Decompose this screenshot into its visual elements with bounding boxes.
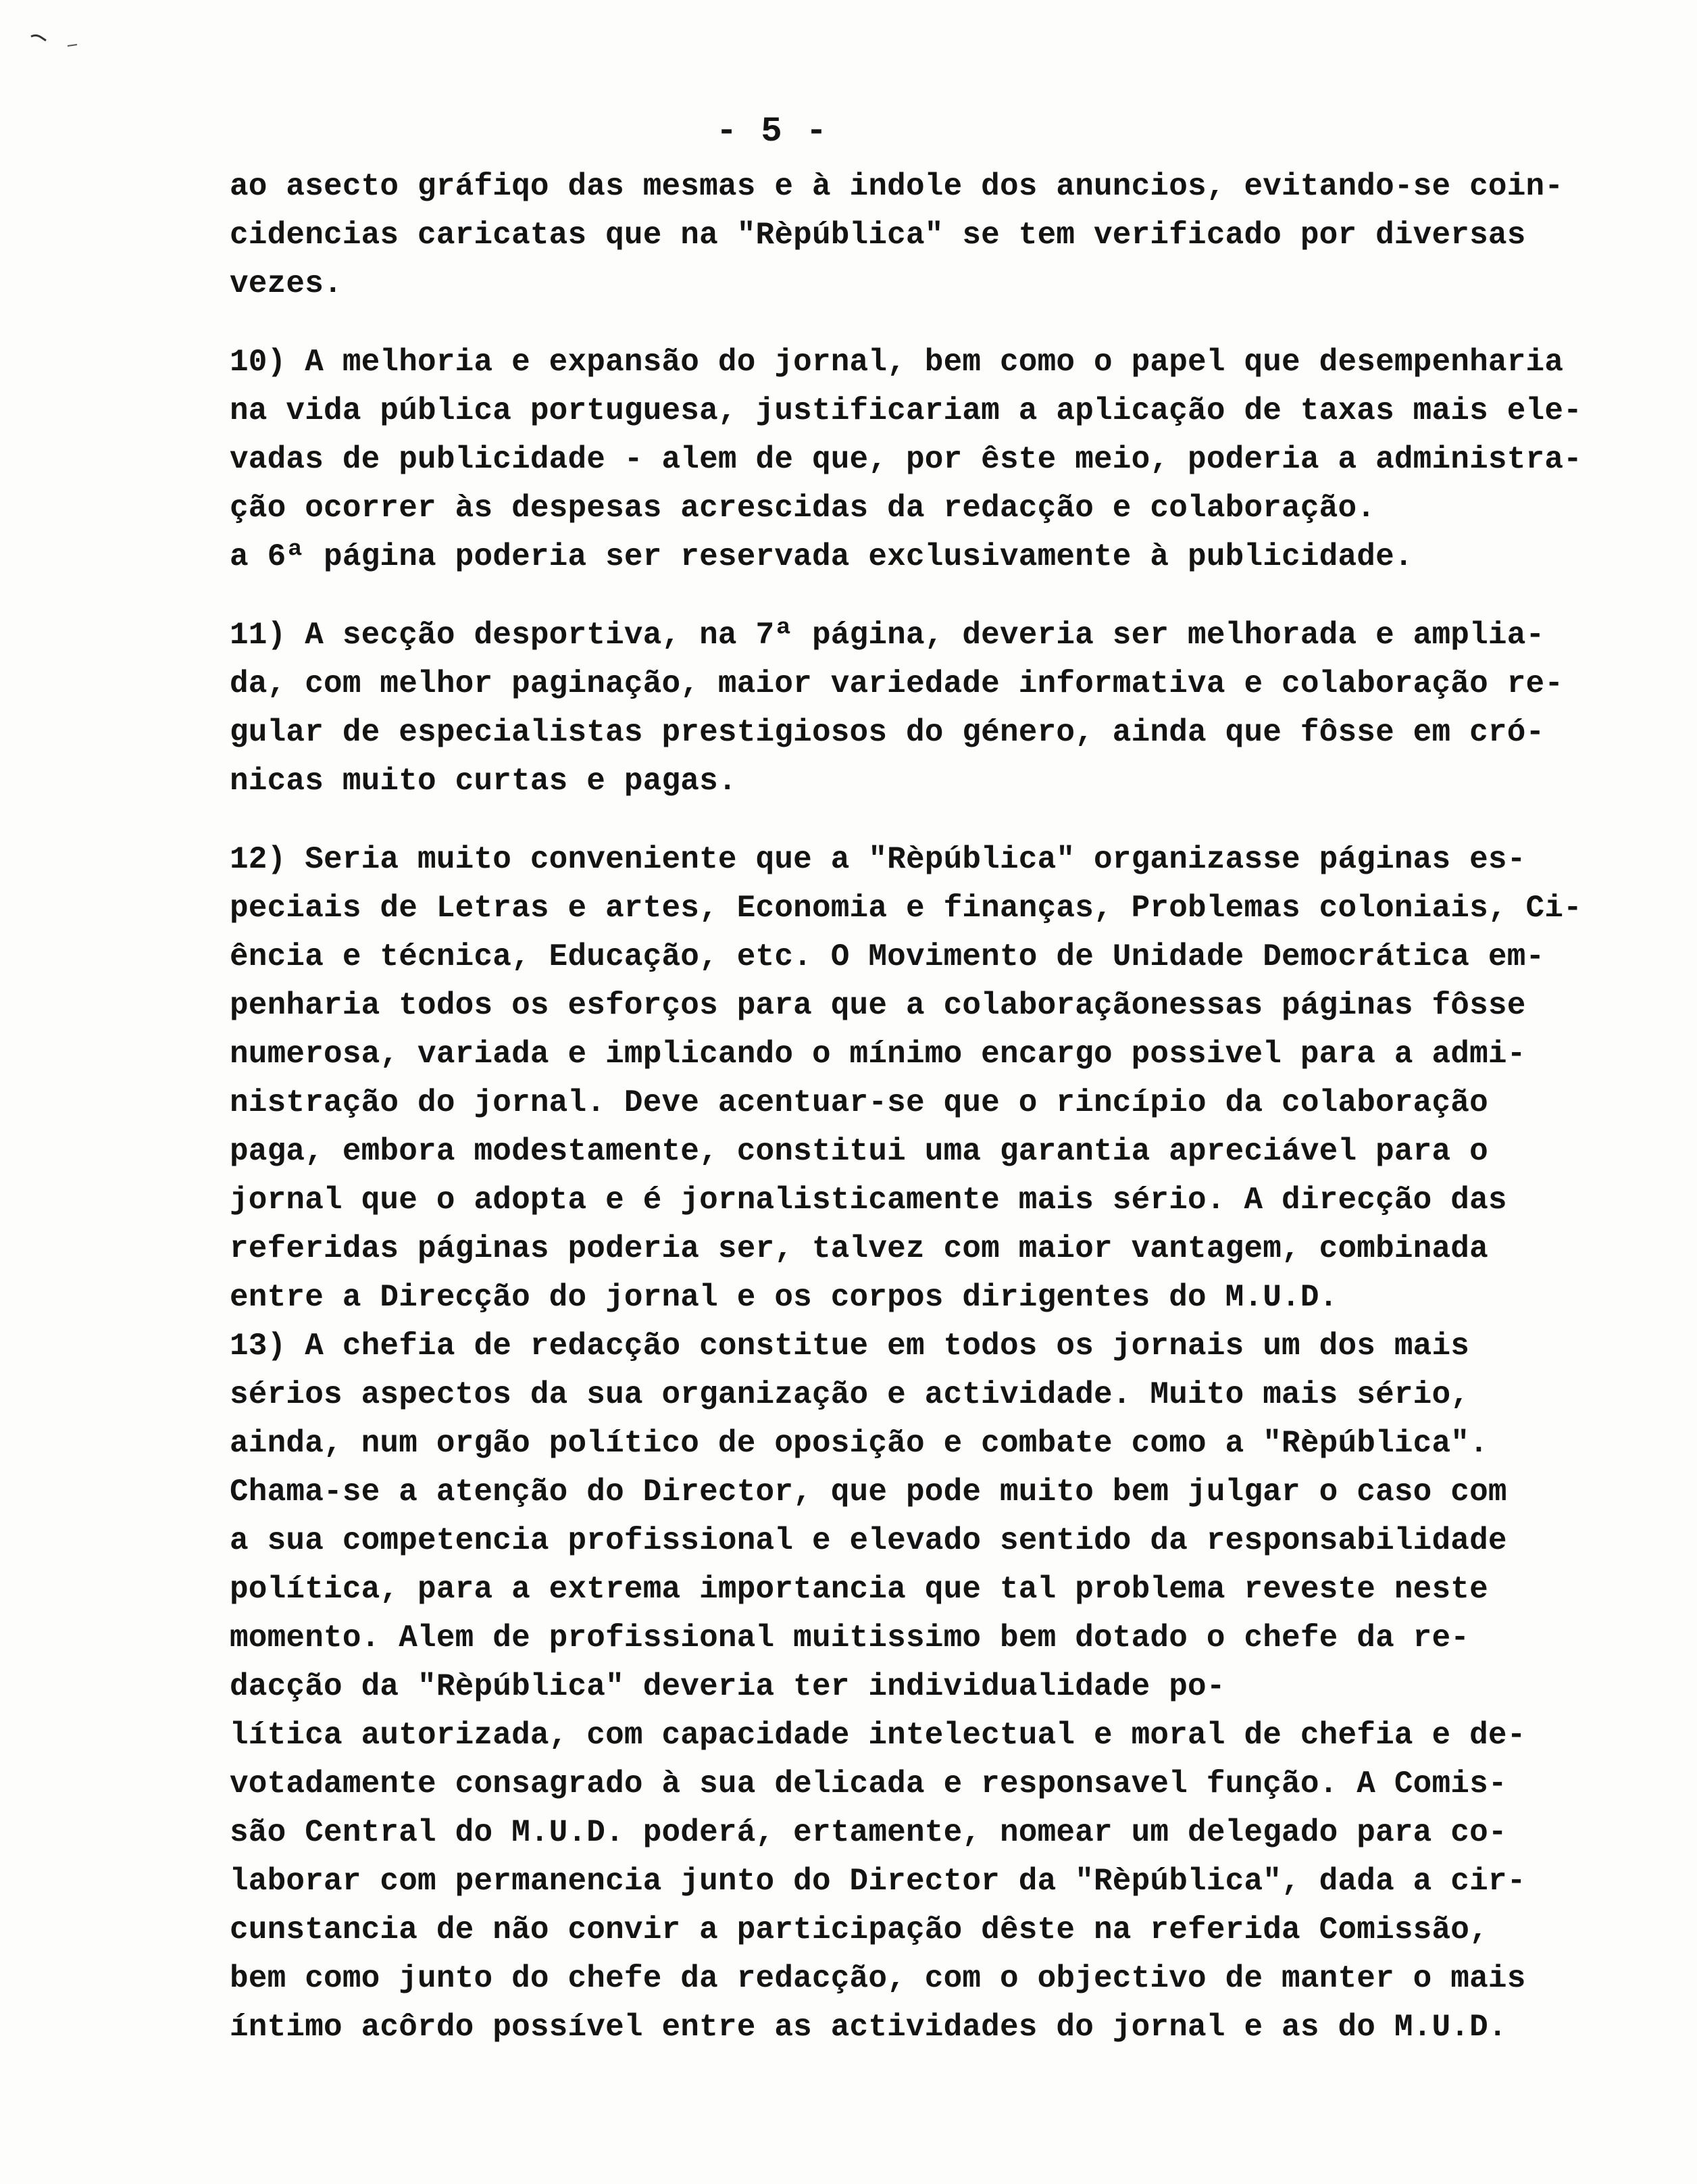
text-line: cidencias caricatas que na "Rèpública" se tem verificado por diversas	[230, 218, 1526, 253]
text-line: laborar com permanencia junto do Director da "Rèpública", dada a cir-	[230, 1864, 1526, 1899]
text-line: gular de especialistas prestigiosos do género, ainda que fôsse em cró-	[230, 715, 1545, 750]
text-line: 10) A melhoria e expansão do jornal, bem como o papel que desempenharia	[230, 345, 1564, 380]
text-line: a 6ª página poderia ser reservada exclusivamente à publicidade.	[230, 539, 1413, 574]
page-number: - 5 -	[716, 111, 829, 151]
text-line: da, com melhor paginação, maior variedade informativa e colaboração re-	[230, 666, 1564, 701]
text-line: ção ocorrer às despesas acrescidas da redacção e colaboração.	[230, 491, 1376, 526]
text-line: dacção da "Rèpública" deveria ter individualidade po-	[230, 1669, 1225, 1704]
text-line: na vida pública portuguesa, justificariam a aplicação de taxas mais ele-	[230, 393, 1582, 428]
text-line: 12) Seria muito conveniente que a "Rèpública" organizasse páginas es-	[230, 842, 1526, 877]
text-line: nistração do jornal. Deve acentuar-se que o rincípio da colaboração	[230, 1085, 1488, 1120]
text-line: penharia todos os esforços para que a colaboraçãonessas páginas fôsse	[230, 988, 1526, 1023]
text-line: peciais de Letras e artes, Economia e finanças, Problemas coloniais, Ci-	[230, 891, 1582, 926]
text-line: ainda, num orgão político de oposição e combate como a "Rèpública".	[230, 1426, 1488, 1461]
text-line: vadas de publicidade - alem de que, por êste meio, poderia a administra-	[230, 442, 1582, 477]
text-line: a sua competencia profissional e elevado sentido da responsabilidade	[230, 1523, 1507, 1558]
paragraph-gap	[230, 308, 1675, 338]
text-line: vezes.	[230, 266, 343, 301]
text-line: cunstancia de não convir a participação dêste na referida Comissão,	[230, 1912, 1488, 1947]
text-line: jornal que o adopta e é jornalisticamente mais sério. A direcção das	[230, 1183, 1507, 1218]
text-line: Chama-se a atenção do Director, que pode muito bem julgar o caso com	[230, 1474, 1507, 1510]
text-line: entre a Direcção do jornal e os corpos dirigentes do M.U.D.	[230, 1280, 1338, 1315]
text-line: momento. Alem de profissional muitissimo bem dotado o chefe da re-	[230, 1620, 1470, 1656]
text-line: ência e técnica, Educação, etc. O Movimento de Unidade Democrática em-	[230, 939, 1545, 974]
text-line: numerosa, variada e implicando o mínimo encargo possivel para a admi-	[230, 1037, 1526, 1072]
text-line: nicas muito curtas e pagas.	[230, 764, 737, 799]
paragraph-gap	[230, 581, 1675, 611]
typewritten-body	[230, 162, 1675, 2052]
corner-scribble-mark	[30, 32, 91, 53]
text-line: íntimo acôrdo possível entre as actividades do jornal e as do M.U.D.	[230, 2010, 1507, 2045]
text-line: bem como junto do chefe da redacção, com o objectivo de manter o mais	[230, 1961, 1526, 1996]
text-line: votadamente consagrado à sua delicada e responsavel função. A Comis-	[230, 1766, 1507, 1802]
text-line: política, para a extrema importancia que tal problema reveste neste	[230, 1572, 1488, 1607]
text-line: sérios aspectos da sua organização e actividade. Muito mais sério,	[230, 1377, 1470, 1412]
paragraph-gap	[230, 805, 1675, 835]
text-line: são Central do M.U.D. poderá, ertamente, nomear um delegado para co-	[230, 1815, 1507, 1850]
text-line: ao asecto gráfiqo das mesmas e à indole dos anuncios, evitando-se coin-	[230, 169, 1564, 204]
text-line: lítica autorizada, com capacidade intelectual e moral de chefia e de-	[230, 1718, 1526, 1753]
text-line: 13) A chefia de redacção constitue em todos os jornais um dos mais	[230, 1329, 1470, 1364]
text-line: 11) A secção desportiva, na 7ª página, deveria ser melhorada e amplia-	[230, 618, 1545, 653]
text-line: paga, embora modestamente, constitui uma garantia apreciável para o	[230, 1134, 1488, 1169]
text-line: referidas páginas poderia ser, talvez com maior vantagem, combinada	[230, 1231, 1488, 1266]
